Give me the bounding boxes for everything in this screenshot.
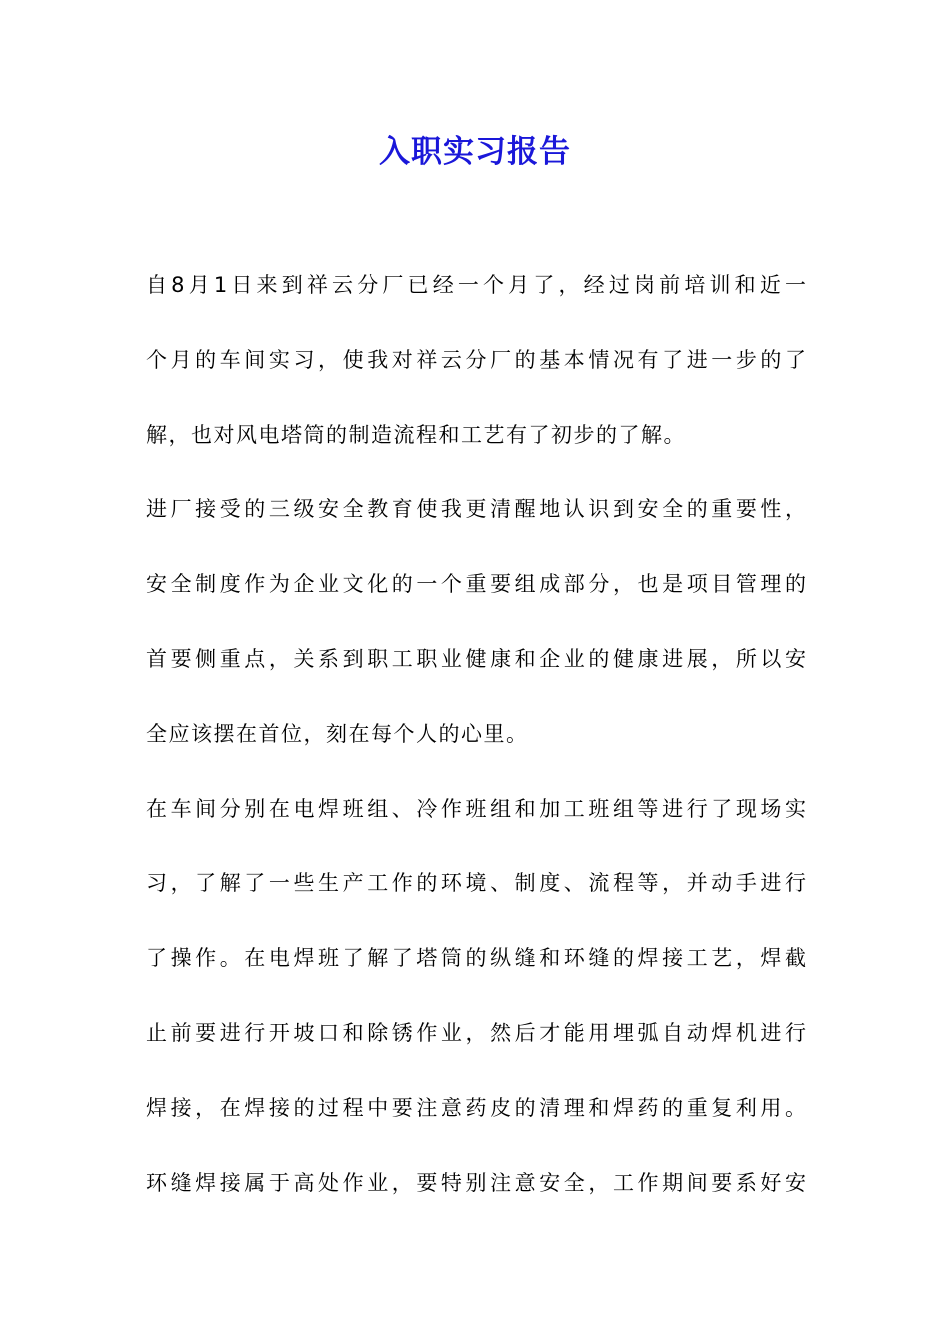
text-line: 个月的车间实习，使我对祥云分厂的基本情况有了进一步的了: [146, 347, 806, 372]
text-line: 环缝焊接属于高处作业，要特别注意安全，工作期间要系好安: [146, 1170, 806, 1195]
document-body: [146, 262, 806, 1234]
text-line: 解，也对风电塔筒的制造流程和工艺有了初步的了解。: [146, 422, 686, 447]
text-line: 了操作。在电焊班了解了塔筒的纵缝和环缝的焊接工艺，焊截: [146, 946, 806, 971]
document-title: 入职实习报告: [379, 134, 571, 170]
text-line: 自8月1日来到祥云分厂已经一个月了，经过岗前培训和近一: [146, 273, 806, 297]
text-line: 首要侧重点，关系到职工职业健康和企业的健康进展，所以安: [146, 646, 806, 671]
text-line: 安全制度作为企业文化的一个重要组成部分，也是项目管理的: [146, 572, 806, 597]
text-line: 全应该摆在首位，刻在每个人的心里。: [146, 721, 529, 746]
text-line: 止前要进行开坡口和除锈作业，然后才能用埋弧自动焊机进行: [146, 1020, 806, 1045]
text-line: 进厂接受的三级安全教育使我更清醒地认识到安全的重要性，: [146, 497, 806, 522]
text-line: 习，了解了一些生产工作的环境、制度、流程等，并动手进行: [146, 871, 806, 896]
text-line: 在车间分别在电焊班组、冷作班组和加工班组等进行了现场实: [146, 796, 806, 821]
text-line: 焊接，在焊接的过程中要注意药皮的清理和焊药的重复利用。: [146, 1095, 806, 1120]
